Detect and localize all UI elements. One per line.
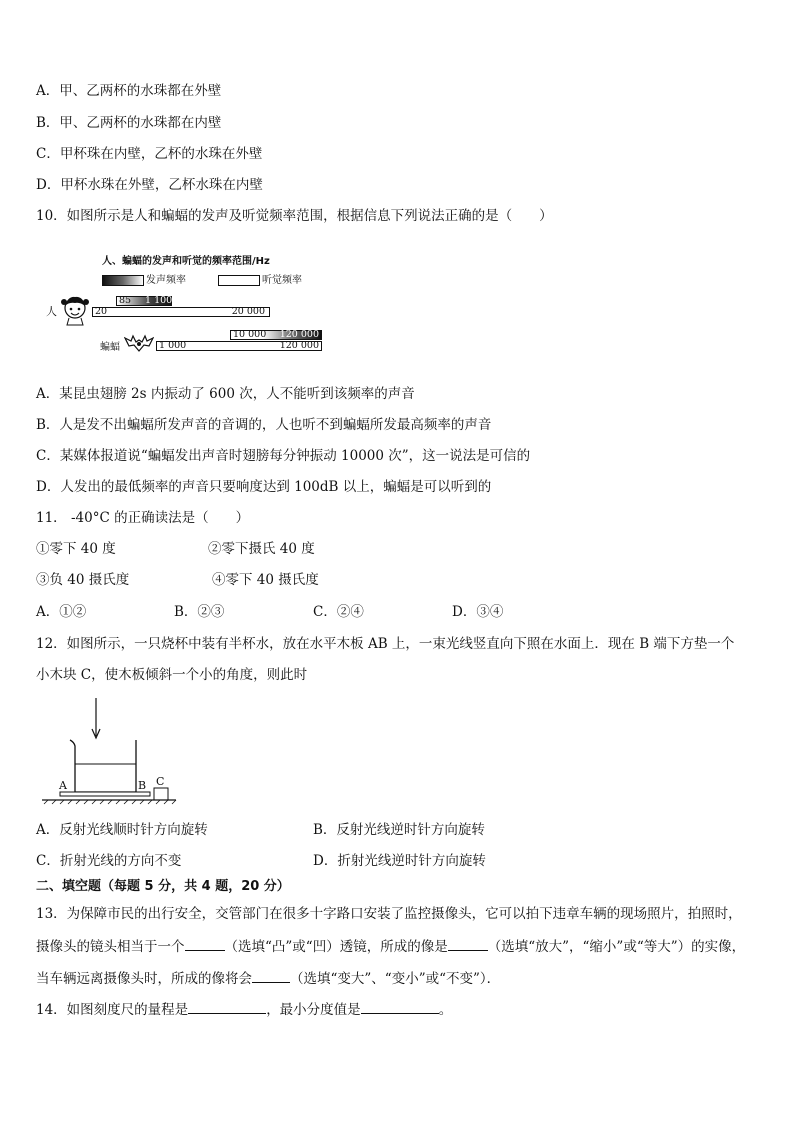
bat-label: 蝙蝠 — [100, 342, 120, 353]
q10-option-b: B．人是发不出蝙蝠所发声音的音调的，人也听不到蝙蝠所发最高频率的声音 — [36, 417, 492, 433]
answer-blank-image-change[interactable] — [252, 968, 290, 983]
section-heading: 二、填空题（每题 5 分，共 4 题，20 分） — [36, 879, 290, 894]
bat-emit-high: 120 000 — [279, 329, 319, 340]
q10-option-c: C．某媒体报道说“蝙蝠发出声音时翅膀每分钟振动 10000 次”，这一说法是可信的 — [36, 448, 531, 464]
q13-line-1: 13．为保障市民的出行安全，交管部门在很多十字路口安装了监控摄像头，它可以拍下违章车辆的现场照片，拍照时， — [36, 906, 742, 922]
q13-line-3 — [36, 968, 500, 988]
bat-emit-low: 10 000 — [233, 329, 267, 340]
q14-line — [36, 999, 452, 1019]
human-hear-high: 20 000 — [231, 306, 265, 317]
q12-stem-line-2: 小木块 C，使木板倾斜一个小的角度，则此时 — [36, 667, 308, 683]
q11-stem: 11． -40°C 的正确读法是（ ） — [36, 510, 250, 526]
q9-option-d: D．甲杯水珠在外壁，乙杯水珠在内壁 — [36, 177, 263, 193]
q13-line-2-part-3: （选填“放大”，“缩小”或“等大”）的实像， — [487, 939, 746, 955]
answer-blank-image-size[interactable] — [448, 936, 488, 951]
bat-emit-bar — [230, 330, 322, 340]
q11-option-a: A．①② — [36, 604, 87, 620]
q10-option-d: D．人发出的最低频率的声音只要响度达到 100dB 以上，蝙蝠是可以听到的 — [36, 479, 492, 495]
legend-emit-label: 发声频率 — [146, 275, 186, 286]
q11-option-d: D．③④ — [452, 604, 504, 620]
answer-blank-lens[interactable] — [185, 936, 225, 951]
girl-icon — [60, 294, 90, 326]
q12-option-c: C．折射光线的方向不变 — [36, 853, 182, 869]
q11-item-2: ②零下摄氏 40 度 — [208, 541, 315, 557]
q11-item-1: ①零下 40 度 — [36, 541, 116, 557]
q12-stem-line-1: 12．如图所示，一只烧杯中装有半杯水，放在水平木板 AB 上，一束光线竖直向下照在水面上．现在 B 端下方垫一个 — [36, 636, 735, 652]
q10-stem: 10．如图所示是人和蝙蝠的发声及听觉频率范围，根据信息下列说法正确的是（ ） — [36, 208, 553, 224]
q11-item-3: ③负 40 摄氏度 — [36, 572, 130, 588]
human-hear-low: 20 — [95, 306, 108, 317]
q14-part-3: 。 — [438, 1002, 453, 1018]
legend-hear-swatch — [218, 275, 260, 286]
bat-hear-high: 120 000 — [279, 340, 319, 351]
q14-part-1: 14．如图刻度尺的量程是 — [36, 1002, 189, 1018]
q12-option-a: A．反射光线顺时针方向旋转 — [36, 822, 208, 838]
q9-option-c: C．甲杯珠在内壁，乙杯的水珠在外壁 — [36, 146, 263, 162]
legend-emit-swatch — [102, 275, 144, 286]
human-emit-bar — [116, 296, 172, 306]
q10-option-a: A．某昆虫翅膀 2s 内振动了 600 次，人不能听到该频率的声音 — [36, 386, 415, 402]
label-a: A — [59, 779, 67, 792]
human-label: 人 — [46, 305, 57, 318]
figure-title: 人、蝙蝠的发声和听觉的频率范围/Hz — [102, 256, 270, 267]
beaker-figure — [40, 696, 180, 806]
human-hear-bar — [92, 307, 270, 317]
q13-line-3-part-1: 当车辆远离摄像头时，所成的像将会 — [36, 971, 252, 987]
frequency-range-figure — [40, 250, 340, 360]
human-emit-low: 85 — [119, 295, 132, 306]
q11-option-b: B．②③ — [174, 604, 225, 620]
bat-hear-low: 1 000 — [159, 340, 187, 351]
q11-option-c: C．②④ — [313, 604, 364, 620]
label-b: B — [138, 779, 147, 792]
q13-line-2 — [36, 936, 745, 956]
answer-blank-range[interactable] — [188, 999, 266, 1014]
q14-part-2: ，最小分度值是 — [266, 1002, 361, 1018]
q12-option-b: B．反射光线逆时针方向旋转 — [313, 822, 485, 838]
label-c: C — [156, 775, 165, 788]
q9-option-b: B．甲、乙两杯的水珠都在内壁 — [36, 115, 222, 131]
q13-line-2-part-2: （选填“凸”或“凹）透镜，所成的像是 — [224, 939, 448, 955]
q9-option-a: A．甲、乙两杯的水珠都在外壁 — [36, 83, 222, 99]
q12-option-d: D．折射光线逆时针方向旋转 — [313, 853, 486, 869]
q13-line-3-part-2: （选填“变大”、“变小”或“不变”）． — [290, 971, 501, 987]
q13-line-2-part-1: 摄像头的镜头相当于一个 — [36, 939, 185, 955]
human-emit-high: 1 100 — [145, 295, 173, 306]
bat-hear-bar — [156, 341, 322, 351]
q11-item-4: ④零下 40 摄氏度 — [212, 572, 319, 588]
answer-blank-division[interactable] — [361, 999, 439, 1014]
bat-icon — [124, 332, 154, 354]
legend-hear-label: 听觉频率 — [262, 275, 302, 286]
